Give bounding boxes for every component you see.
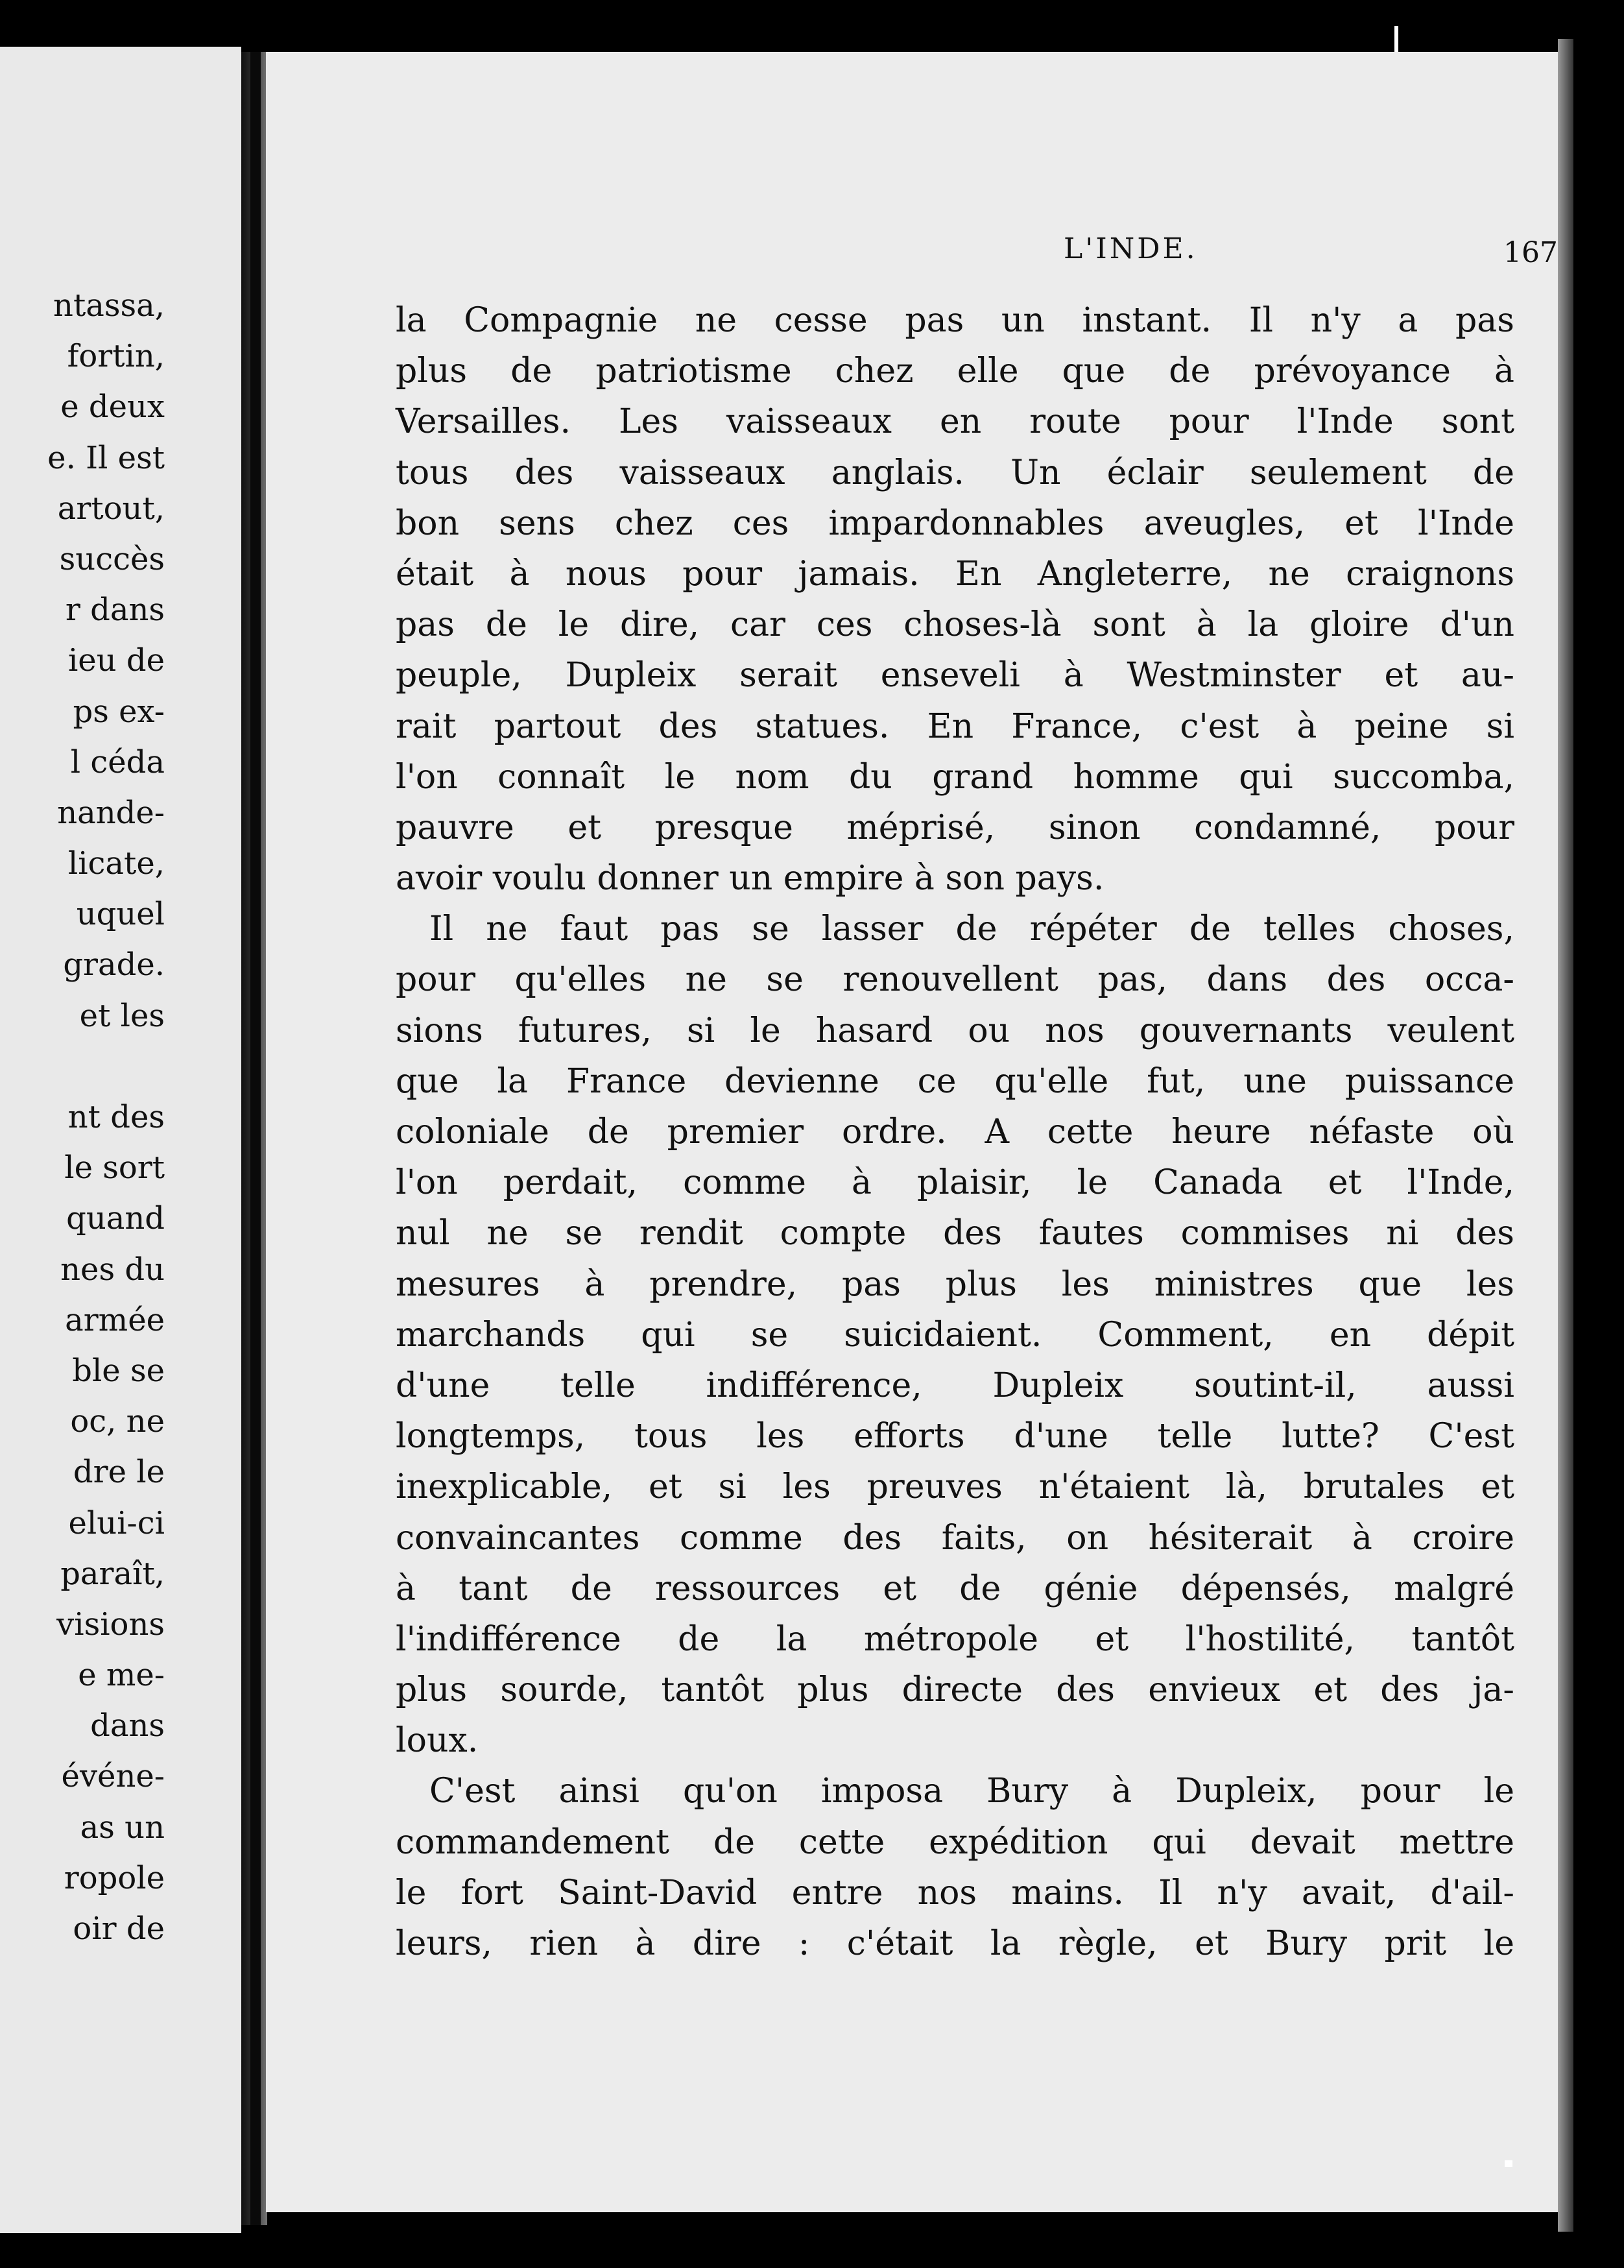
text-line: que la France devienne ce qu'elle fut, une puissance: [396, 1061, 1514, 1101]
text-line: inexplicable, et si les preuves n'étaient là, brutales et: [396, 1467, 1514, 1507]
left-page-line: e me-: [78, 1657, 165, 1694]
left-page-line: quand: [66, 1200, 165, 1237]
text-line: plus de patriotisme chez elle que de prévoyance à: [396, 352, 1514, 391]
text-line: l'on connaît le nom du grand homme qui succomba,: [396, 757, 1514, 797]
left-page-line: grade.: [63, 947, 165, 983]
running-head: [266, 232, 1558, 278]
text-line: l'indifférence de la métropole et l'hostilité, tantôt: [396, 1619, 1514, 1659]
text-line: bon sens chez ces impardonnables aveugles, et l'Inde: [396, 503, 1514, 543]
left-page-line: elui-ci: [68, 1504, 165, 1541]
text-line: à tant de ressources et de génie dépensés, malgré: [396, 1569, 1514, 1608]
left-page-line: fortin,: [67, 338, 165, 375]
text-line: commandement de cette expédition qui devait mettre: [396, 1822, 1514, 1862]
left-page-line: visions: [56, 1606, 165, 1643]
left-page-line: artout,: [57, 490, 165, 527]
text-line: peuple, Dupleix serait enseveli à Westminster et au-: [396, 656, 1514, 695]
running-title: L'INDE.: [1064, 232, 1198, 265]
text-line: convaincantes comme des faits, on hésiterait à croire: [396, 1518, 1514, 1558]
left-page-line: l céda: [70, 743, 165, 780]
left-page-line: ntassa,: [53, 287, 165, 324]
left-page-line: armée: [65, 1301, 165, 1338]
text-line: Versailles. Les vaisseaux en route pour l'Inde sont: [396, 402, 1514, 442]
scan-speck: [1505, 2160, 1512, 2167]
text-line: nul ne se rendit compte des fautes commises ni des: [396, 1214, 1514, 1253]
left-page-line: événe-: [61, 1758, 165, 1795]
book-page: [266, 52, 1558, 2212]
left-facing-page: [0, 47, 241, 2233]
text-line: la Compagnie ne cesse pas un instant. Il n'y a pas: [396, 301, 1514, 340]
left-page-line: nes du: [60, 1251, 165, 1288]
text-line: l'on perdait, comme à plaisir, le Canada et l'Inde,: [396, 1163, 1514, 1203]
text-line: coloniale de premier ordre. A cette heure néfaste où: [396, 1113, 1514, 1152]
text-line: rait partout des statues. En France, c'est à peine si: [396, 706, 1514, 746]
text-line: leurs, rien à dire : c'était la règle, et Bury prit le: [396, 1924, 1514, 1963]
left-page-line: et les: [79, 997, 165, 1034]
left-page-line: uquel: [76, 896, 165, 933]
left-page-line: as un: [80, 1809, 165, 1846]
text-line: plus sourde, tantôt plus directe des envieux et des ja-: [396, 1671, 1514, 1710]
text-line: loux.: [396, 1721, 479, 1761]
text-line: pas de le dire, car ces choses-là sont à la gloire d'un: [396, 605, 1514, 645]
text-line: pour qu'elles ne se renouvellent pas, dans des occa-: [396, 960, 1514, 1000]
left-page-line: ropole: [64, 1859, 165, 1896]
left-page-line: ps ex-: [73, 693, 165, 730]
text-line: pauvre et presque méprisé, sinon condamné, pour: [396, 808, 1514, 847]
left-page-line: nt des: [67, 1099, 165, 1135]
left-page-line: dans: [90, 1707, 165, 1744]
text-line: marchands qui se suicidaient. Comment, en dépit: [396, 1315, 1514, 1355]
text-line: tous des vaisseaux anglais. Un éclair seulement de: [396, 453, 1514, 492]
body-text: [396, 295, 1514, 1969]
left-page-line: paraît,: [60, 1555, 165, 1592]
text-line: C'est ainsi qu'on imposa Bury à Dupleix, pour le: [429, 1772, 1514, 1811]
left-page-line: le sort: [64, 1150, 165, 1187]
left-page-line: oir de: [73, 1911, 165, 1947]
binding-gutter: [250, 52, 261, 2225]
text-line: longtemps, tous les efforts d'une telle lutte? C'est: [396, 1417, 1514, 1456]
text-line: était à nous pour jamais. En Angleterre, ne craignons: [396, 554, 1514, 594]
left-page-line: oc, ne: [70, 1403, 165, 1440]
left-page-line: e deux: [60, 389, 165, 426]
left-page-line: ieu de: [67, 642, 165, 679]
text-line: sions futures, si le hasard ou nos gouvernants veulent: [396, 1011, 1514, 1050]
text-line: mesures à prendre, pas plus les ministres que les: [396, 1264, 1514, 1304]
left-page-text-fragment: [0, 280, 165, 1954]
page-number: 167: [1503, 236, 1558, 269]
left-page-line: succès: [59, 540, 165, 577]
text-line: avoir voulu donner un empire à son pays.: [396, 859, 1105, 899]
left-page-line: nande-: [57, 794, 165, 831]
left-page-line: dre le: [73, 1454, 165, 1491]
scan-speck: [1394, 26, 1398, 52]
text-line: Il ne faut pas se lasser de répéter de telles choses,: [429, 910, 1514, 949]
left-page-line: licate,: [67, 845, 165, 882]
left-page-line: e. Il est: [47, 439, 165, 476]
left-page-line: [0, 1041, 165, 1092]
left-page-line: r dans: [65, 592, 165, 629]
page-right-edge: [1558, 39, 1573, 2232]
text-line: d'une telle indifférence, Dupleix soutint-il, aussi: [396, 1366, 1514, 1405]
left-page-line: ble se: [72, 1352, 165, 1389]
text-line: le fort Saint-David entre nos mains. Il n'y avait, d'ail-: [396, 1873, 1514, 1912]
